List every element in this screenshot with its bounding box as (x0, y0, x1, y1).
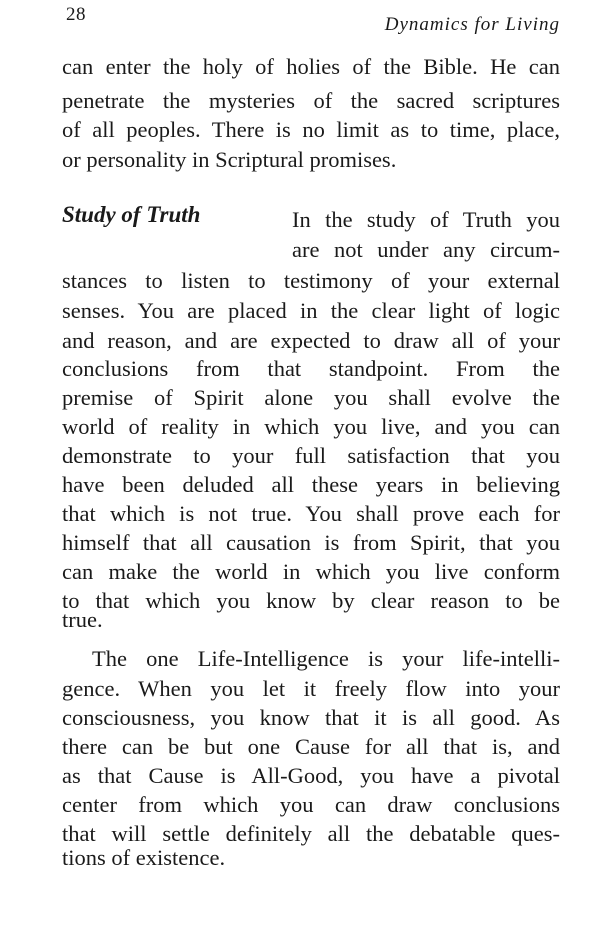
section-line: In the study of Truth you (292, 207, 560, 232)
paragraph-1-line: penetrate the mysteries of the sacred scriptures (62, 88, 560, 113)
section-line: true. (62, 607, 103, 632)
paragraph-3-line: that will settle definitely all the debatable ques- (62, 821, 560, 846)
section-line: and reason, and are expected to draw all of your (62, 328, 560, 353)
paragraph-3-line: consciousness, you know that it is all good. As (62, 705, 560, 730)
section-line: conclusions from that standpoint. From the (62, 356, 560, 381)
paragraph-1-line: or personality in Scriptural promises. (62, 147, 397, 172)
paragraph-1-line: of all peoples. There is no limit as to time, place, (62, 117, 560, 142)
running-head: Dynamics for Living (384, 14, 560, 35)
section-line: stances to listen to testimony of your external (62, 268, 560, 293)
section-line: demonstrate to your full satisfaction that you (62, 443, 560, 468)
section-line: senses. You are placed in the clear light of logic (62, 298, 560, 323)
section-line: that which is not true. You shall prove each for (62, 501, 560, 526)
section-line: can make the world in which you live conform (62, 559, 560, 584)
paragraph-3-line: tions of existence. (62, 845, 226, 870)
paragraph-3-line: center from which you can draw conclusions (62, 792, 560, 817)
paragraph-3-line: The one Life-Intelligence is your life-intelli- (92, 646, 560, 671)
paragraph-1-line: can enter the holy of holies of the Bible. He can (62, 54, 560, 79)
section-line: to that which you know by clear reason to be (62, 588, 560, 613)
section-line: premise of Spirit alone you shall evolve the (62, 385, 560, 410)
side-heading: Study of Truth (62, 202, 201, 227)
section-line: are not under any circum- (292, 237, 560, 262)
section-line: himself that all causation is from Spirit, that you (62, 530, 560, 555)
section-line: have been deluded all these years in believing (62, 472, 560, 497)
paragraph-3-line: gence. When you let it freely flow into your (62, 676, 560, 701)
paragraph-3-line: as that Cause is All-Good, you have a pivotal (62, 763, 560, 788)
page-number: 28 (66, 4, 86, 25)
section-line: world of reality in which you live, and you can (62, 414, 560, 439)
paragraph-3-line: there can be but one Cause for all that is, and (62, 734, 560, 759)
